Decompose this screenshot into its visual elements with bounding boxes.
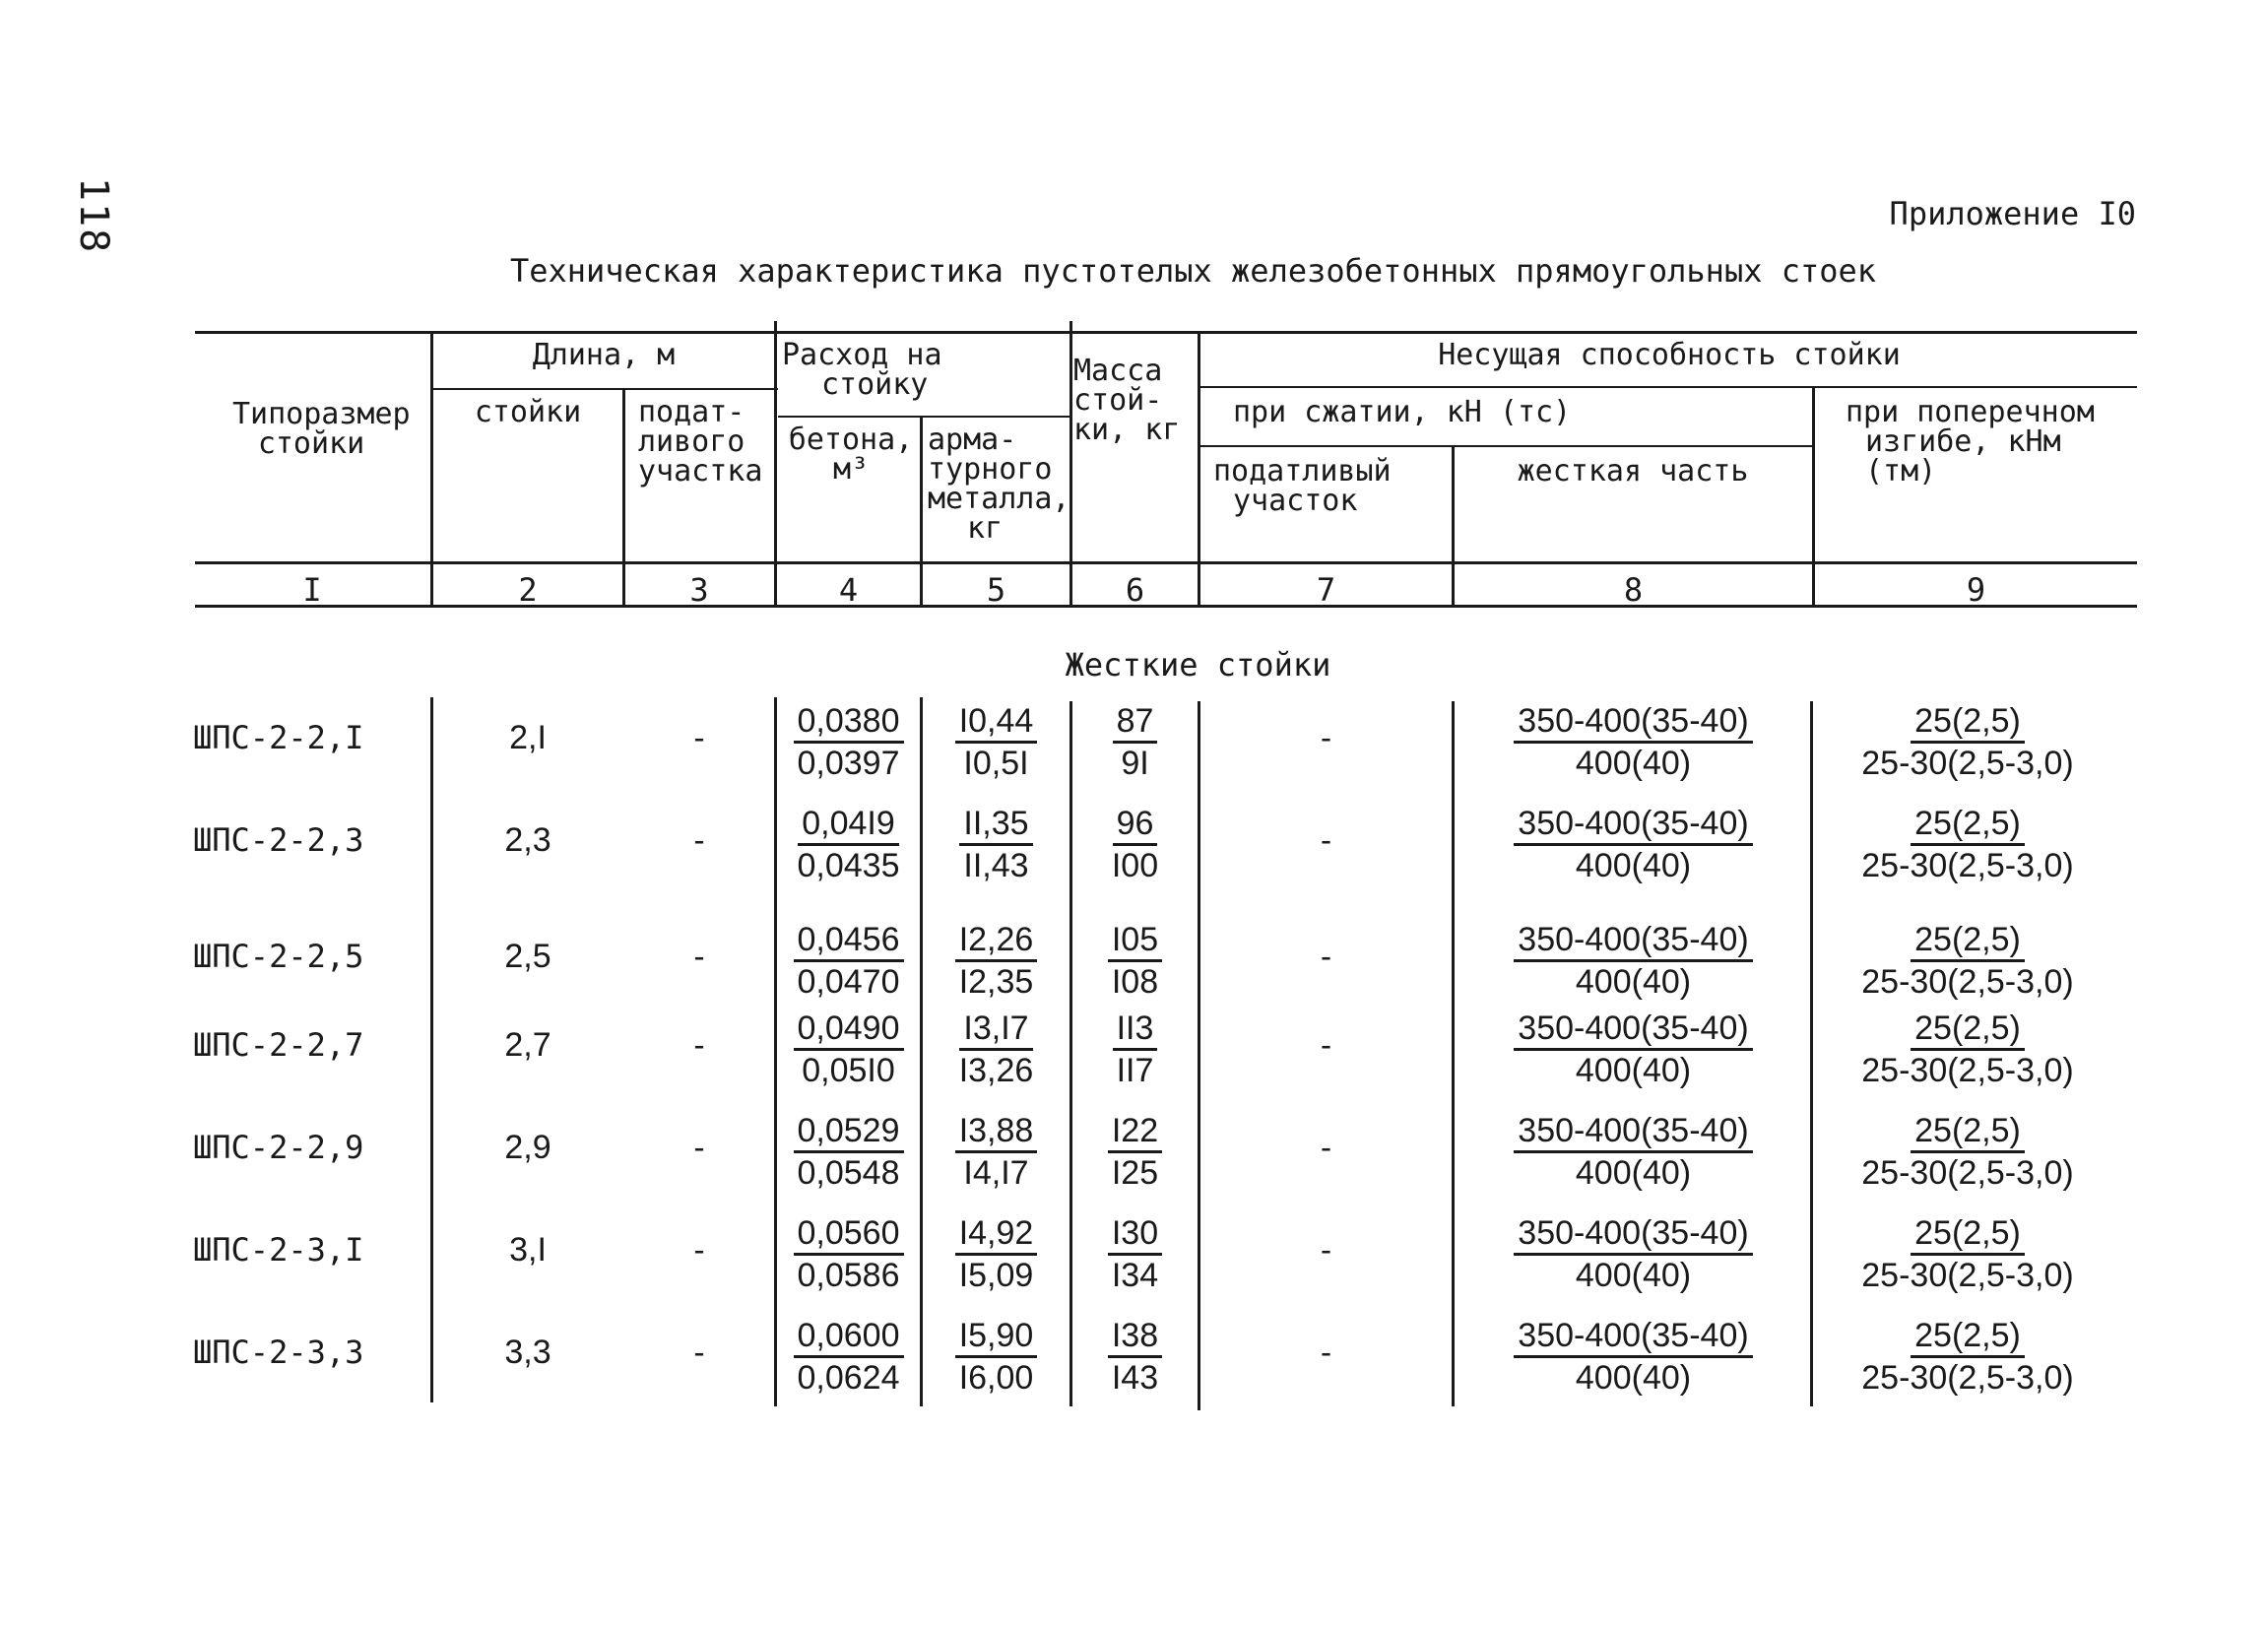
cell-mass-numerator: I22 [1108,1111,1162,1153]
cell-rigid-capacity [1455,1316,1812,1398]
cell-length: 3,3 [504,1334,551,1371]
cell-bending-capacity-numerator: 25(2,5) [1911,920,2025,962]
cell-concrete [777,1111,920,1193]
column-number: I [302,571,322,609]
cell-bending-capacity-numerator: 25(2,5) [1911,1009,2025,1051]
cell-bending-capacity-numerator: 25(2,5) [1911,804,2025,846]
column-number: 8 [1623,571,1644,609]
header-length-yield: подат- ливого участка [638,395,763,488]
cell-rebar [923,1111,1069,1193]
cell-yield-length: - [689,821,709,859]
col-divider [430,331,433,607]
cell-length: 2,9 [504,1129,551,1166]
cell-bending-capacity-denominator: 25-30(2,5-3,0) [1861,745,2074,782]
cell-concrete [777,701,920,783]
cell-concrete [777,1213,920,1295]
header-consumption: Расход на стойку [782,338,942,402]
cell-concrete-numerator: 0,0490 [794,1009,904,1051]
cell-length: 2,I [509,719,547,756]
cell-bending-capacity [1815,804,2120,885]
header-capacity: Несущая способность стойки [1438,338,1901,372]
cell-rigid-capacity [1455,701,1812,783]
cell-type: ШПС-2-3,I [193,1231,364,1269]
cell-mass [1072,920,1198,1002]
cell-yielding-capacity: - [1316,1129,1336,1166]
cell-rebar [923,804,1069,885]
cell-rebar-numerator: II,35 [959,804,1032,846]
cell-type: ШПС-2-2,3 [193,821,364,859]
header-bending: при поперечном изгибе, кНм (тм) [1846,395,2095,488]
cell-bending-capacity-numerator: 25(2,5) [1911,1213,2025,1256]
cell-bending-capacity [1815,920,2120,1002]
cell-mass [1072,1316,1198,1398]
capacity-subrule [1198,386,2137,388]
header-mass: Масса стой- ки, кг [1073,354,1181,447]
appendix-label: Приложение I0 [1889,195,2136,232]
cell-rigid-capacity-denominator: 400(40) [1575,963,1692,1001]
cell-mass [1072,1111,1198,1193]
cell-length: 3,I [509,1231,547,1269]
cell-yielding-capacity: - [1316,938,1336,975]
cell-rigid-capacity-numerator: 350-400(35-40) [1514,701,1752,744]
cell-concrete-numerator: 0,0600 [794,1316,904,1358]
cell-concrete-numerator: 0,0456 [794,920,904,962]
cell-bending-capacity [1815,1316,2120,1398]
header-bottom-rule [195,561,2137,564]
header-concrete: бетона, м³ [788,423,914,487]
col-divider [1198,331,1200,607]
cell-mass [1072,701,1198,783]
page-title: Техническая характеристика пустотелых железобетонных прямоугольных стоек [509,252,1877,290]
cell-rigid-capacity-numerator: 350-400(35-40) [1514,1213,1752,1256]
cell-yielding-capacity: - [1316,1334,1336,1371]
cell-bending-capacity-denominator: 25-30(2,5-3,0) [1861,963,2074,1001]
cell-rigid-capacity-numerator: 350-400(35-40) [1514,1111,1752,1153]
cell-yield-length: - [689,938,709,975]
cell-mass-numerator: 96 [1113,804,1158,846]
cell-rebar-numerator: I2,26 [955,920,1038,962]
compression-subrule [1198,445,1814,447]
cell-concrete-denominator: 0,0586 [797,1257,900,1294]
cell-concrete-denominator: 0,0624 [797,1359,900,1397]
cell-concrete-denominator: 0,0548 [797,1154,900,1192]
cell-type: ШПС-2-3,3 [193,1334,364,1371]
cell-rebar [923,1213,1069,1295]
cell-rigid-capacity-numerator: 350-400(35-40) [1514,920,1752,962]
cell-rigid-capacity-denominator: 400(40) [1575,1359,1692,1397]
cell-bending-capacity-numerator: 25(2,5) [1911,1111,2025,1153]
cell-rebar-denominator: I4,I7 [963,1154,1029,1192]
cell-rebar-denominator: I5,09 [958,1257,1034,1294]
cell-rebar-numerator: I5,90 [955,1316,1038,1358]
col-divider [1069,321,1072,607]
cell-bending-capacity-denominator: 25-30(2,5-3,0) [1861,1359,2074,1397]
cell-mass-numerator: II3 [1113,1009,1158,1051]
header-yielding-part: податливый участок [1213,454,1392,518]
cell-rebar-numerator: I3,I7 [959,1009,1032,1051]
cell-mass-denominator: I00 [1111,847,1159,884]
cell-type: ШПС-2-2,I [193,719,364,756]
cell-mass-denominator: I25 [1111,1154,1159,1192]
cell-yielding-capacity: - [1316,719,1336,756]
cell-concrete-denominator: 0,05I0 [802,1052,895,1089]
cell-concrete [777,1316,920,1398]
cell-mass-denominator: I34 [1111,1257,1159,1294]
cell-rebar-denominator: I6,00 [958,1359,1034,1397]
cell-rigid-capacity-denominator: 400(40) [1575,847,1692,884]
cell-mass [1072,1009,1198,1090]
cell-rebar-denominator: II,43 [963,847,1029,884]
header-compression: при сжатии, кН (тс) [1233,395,1572,429]
cell-rebar-denominator: I2,35 [958,963,1034,1001]
cell-length: 2,5 [504,938,551,975]
cell-bending-capacity [1815,701,2120,783]
page-number: 118 [71,177,116,255]
column-number: 2 [518,571,538,609]
cell-rigid-capacity [1455,1009,1812,1090]
cell-type: ШПС-2-2,5 [193,938,364,975]
cell-concrete-numerator: 0,0529 [794,1111,904,1153]
cell-rigid-capacity-denominator: 400(40) [1575,1052,1692,1089]
cell-rebar [923,1316,1069,1398]
cell-concrete-numerator: 0,0380 [794,701,904,744]
cell-rebar [923,920,1069,1002]
cell-length: 2,3 [504,821,551,859]
cell-bending-capacity-numerator: 25(2,5) [1911,1316,2025,1358]
cell-concrete [777,920,920,1002]
cell-concrete-numerator: 0,0560 [794,1213,904,1256]
cell-rebar-numerator: I4,92 [955,1213,1038,1256]
cell-rebar [923,1009,1069,1090]
cell-concrete [777,804,920,885]
cell-bending-capacity-denominator: 25-30(2,5-3,0) [1861,1154,2074,1192]
cell-rebar-denominator: I3,26 [958,1052,1034,1089]
cell-rigid-capacity [1455,920,1812,1002]
cell-mass-numerator: I38 [1108,1316,1162,1358]
cell-mass [1072,804,1198,885]
cell-mass-numerator: 87 [1113,701,1158,744]
cell-mass-denominator: 9I [1121,745,1149,782]
cell-rebar [923,701,1069,783]
cell-mass-denominator: I43 [1111,1359,1159,1397]
cell-bending-capacity-denominator: 25-30(2,5-3,0) [1861,1052,2074,1089]
cell-rigid-capacity-denominator: 400(40) [1575,1154,1692,1192]
cell-mass-numerator: I05 [1108,920,1162,962]
column-number: 3 [689,571,709,609]
length-subrule [431,388,778,390]
cell-bending-capacity [1815,1009,2120,1090]
cell-rigid-capacity [1455,804,1812,885]
header-length-post: стойки [474,395,582,429]
cell-yield-length: - [689,1334,709,1371]
cell-rebar-denominator: I0,5I [963,745,1029,782]
cell-mass [1072,1213,1198,1295]
cell-bending-capacity-denominator: 25-30(2,5-3,0) [1861,1257,2074,1294]
cell-concrete-numerator: 0,04I9 [798,804,899,846]
cell-yield-length: - [689,1129,709,1166]
cell-rebar-numerator: I0,44 [955,701,1038,744]
consumption-subrule [778,416,1071,418]
cell-yield-length: - [689,1026,709,1064]
cell-yielding-capacity: - [1316,1231,1336,1269]
cell-bending-capacity-denominator: 25-30(2,5-3,0) [1861,847,2074,884]
cell-rigid-capacity-denominator: 400(40) [1575,1257,1692,1294]
cell-rigid-capacity-numerator: 350-400(35-40) [1514,804,1752,846]
header-rebar: арма- турного металла, кг [928,423,1070,546]
cell-concrete-denominator: 0,0435 [797,847,900,884]
cell-bending-capacity-numerator: 25(2,5) [1911,701,2025,744]
header-top-rule [195,331,2137,334]
column-number: 9 [1966,571,1986,609]
cell-bending-capacity [1815,1111,2120,1193]
cell-mass-denominator: I08 [1111,963,1159,1001]
cell-rigid-capacity [1455,1213,1812,1295]
header-length: Длина, м [532,338,676,372]
cell-rebar-numerator: I3,88 [955,1111,1038,1153]
cell-yield-length: - [689,719,709,756]
cell-mass-numerator: I30 [1108,1213,1162,1256]
section-title: Жесткие стойки [1065,646,1331,684]
header-type: Типоразмер стойки [232,397,411,461]
cell-yielding-capacity: - [1316,821,1336,859]
cell-concrete-denominator: 0,0397 [797,745,900,782]
cell-type: ШПС-2-2,9 [193,1129,364,1166]
cell-concrete-denominator: 0,0470 [797,963,900,1001]
cell-type: ШПС-2-2,7 [193,1026,364,1064]
cell-concrete [777,1009,920,1090]
cell-bending-capacity [1815,1213,2120,1295]
cell-rigid-capacity-denominator: 400(40) [1575,745,1692,782]
cell-yielding-capacity: - [1316,1026,1336,1064]
header-rigid-part: жесткая часть [1517,454,1749,488]
cell-length: 2,7 [504,1026,551,1064]
cell-mass-denominator: II7 [1116,1052,1154,1089]
column-number: 6 [1125,571,1145,609]
column-number: 7 [1316,571,1336,609]
cell-rigid-capacity [1455,1111,1812,1193]
cell-yield-length: - [689,1231,709,1269]
column-number: 4 [838,571,859,609]
cell-rigid-capacity-numerator: 350-400(35-40) [1514,1316,1752,1358]
column-number: 5 [986,571,1006,609]
cell-rigid-capacity-numerator: 350-400(35-40) [1514,1009,1752,1051]
